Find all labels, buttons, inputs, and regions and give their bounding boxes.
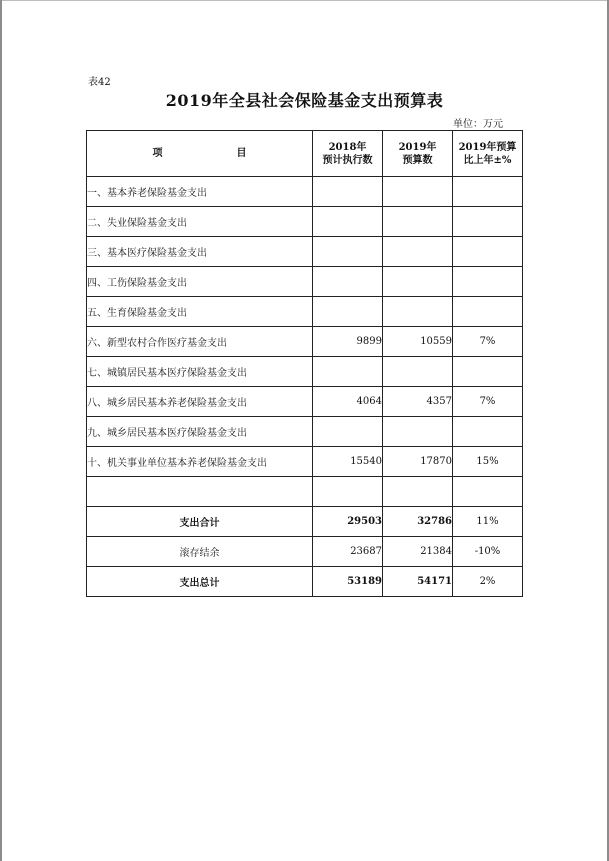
row-change	[453, 417, 523, 447]
subtotal-2019-value: 32786	[383, 507, 453, 537]
table-row	[87, 447, 523, 477]
row-2018-value	[313, 267, 383, 297]
table-row	[87, 327, 523, 357]
table-row	[87, 417, 523, 447]
subtotal-2018-value: 29503	[313, 507, 383, 537]
row-2018-value	[313, 297, 383, 327]
carryover-change: -10%	[453, 537, 523, 567]
row-2018-value: 15540	[313, 447, 383, 477]
row-item: 二、失业保险基金支出	[87, 207, 313, 237]
row-2019-value	[383, 207, 453, 237]
row-change: 15%	[453, 447, 523, 477]
row-2018-value	[313, 417, 383, 447]
row-item: 七、城镇居民基本医疗保险基金支出	[87, 357, 313, 387]
header-2018-line1: 2018年	[328, 141, 367, 153]
budget-table	[86, 130, 523, 597]
table-row	[87, 237, 523, 267]
row-2018-value: 4064	[313, 387, 383, 417]
header-2019-line1: 2019年	[398, 141, 437, 153]
table-row	[87, 477, 523, 507]
header-change	[453, 131, 523, 177]
row-item: 四、工伤保险基金支出	[87, 267, 313, 297]
carryover-2018-value: 23687	[313, 537, 383, 567]
row-2019-value	[383, 477, 453, 507]
carryover-2019-value: 21384	[383, 537, 453, 567]
header-2018-line2: 预计执行数	[322, 154, 373, 166]
row-item	[87, 477, 313, 507]
row-change: 7%	[453, 327, 523, 357]
row-change	[453, 267, 523, 297]
row-change	[453, 237, 523, 267]
row-item: 六、新型农村合作医疗基金支出	[87, 327, 313, 357]
row-change	[453, 177, 523, 207]
row-item: 八、城乡居民基本养老保险基金支出	[87, 387, 313, 417]
table-header-row	[87, 131, 523, 177]
header-change-line2: 比上年±%	[463, 154, 512, 166]
total-2018-value: 53189	[313, 567, 383, 597]
row-2019-value	[383, 357, 453, 387]
page-border-top	[0, 0, 609, 1]
table-row	[87, 177, 523, 207]
total-2019-value: 54171	[383, 567, 453, 597]
total-change: 2%	[453, 567, 523, 597]
table-row	[87, 297, 523, 327]
page-title: 2019年全县社会保险基金支出预算表	[165, 91, 444, 110]
row-2019-value: 17870	[383, 447, 453, 477]
row-change	[453, 297, 523, 327]
row-2018-value	[313, 207, 383, 237]
row-change	[453, 477, 523, 507]
row-2018-value	[313, 177, 383, 207]
table-row	[87, 207, 523, 237]
row-2019-value: 10559	[383, 327, 453, 357]
header-change-line1: 2019年预算	[458, 141, 517, 153]
carryover-label: 滚存结余	[87, 537, 313, 567]
row-item: 九、城乡居民基本医疗保险基金支出	[87, 417, 313, 447]
carryover-row	[87, 537, 523, 567]
row-2018-value	[313, 477, 383, 507]
row-item: 一、基本养老保险基金支出	[87, 177, 313, 207]
total-label: 支出总计	[87, 567, 313, 597]
row-change: 7%	[453, 387, 523, 417]
page-border-left	[0, 0, 2, 861]
row-2018-value	[313, 237, 383, 267]
row-change	[453, 357, 523, 387]
header-item: 项 目	[87, 131, 313, 177]
subtotal-label: 支出合计	[87, 507, 313, 537]
row-change	[453, 207, 523, 237]
row-2019-value	[383, 177, 453, 207]
row-item: 十、机关事业单位基本养老保险基金支出	[87, 447, 313, 477]
table-row	[87, 357, 523, 387]
row-item: 五、生育保险基金支出	[87, 297, 313, 327]
row-2019-value	[383, 417, 453, 447]
row-2019-value	[383, 297, 453, 327]
total-row	[87, 567, 523, 597]
subtotal-row	[87, 507, 523, 537]
row-2019-value: 4357	[383, 387, 453, 417]
header-2018-estimate	[313, 131, 383, 177]
row-2019-value	[383, 267, 453, 297]
header-2019-line2: 预算数	[402, 154, 433, 166]
table-row	[87, 267, 523, 297]
row-2019-value	[383, 237, 453, 267]
table-row	[87, 387, 523, 417]
row-2018-value: 9899	[313, 327, 383, 357]
subtotal-change: 11%	[453, 507, 523, 537]
table-number: 表42	[88, 77, 111, 88]
row-item: 三、基本医疗保险基金支出	[87, 237, 313, 267]
header-2019-budget	[383, 131, 453, 177]
row-2018-value	[313, 357, 383, 387]
unit-label: 单位：万元	[453, 119, 503, 130]
